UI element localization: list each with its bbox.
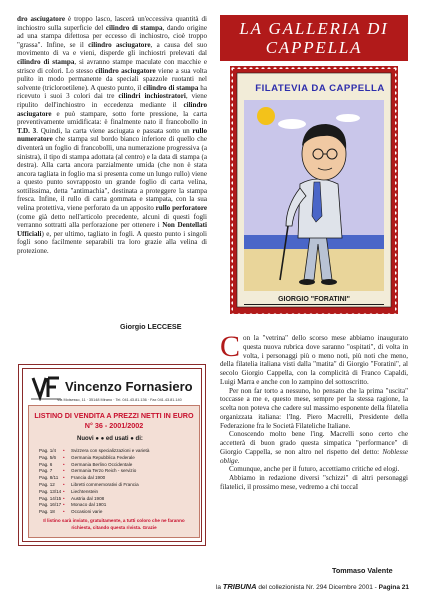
advertisement-frame <box>22 368 202 542</box>
price-list-row-description: Libretti commemorativi di Francia <box>71 481 139 487</box>
bullet-icon: • <box>63 461 65 467</box>
right-article-paragraph-5: Abbiamo in redazione diversi "schizzi" di altri personaggi filatelici, il prossimo mese, vedremo a chi toccaI <box>220 474 408 491</box>
price-list-row-page: Pag. 14/15 <box>39 495 62 501</box>
price-list-row <box>39 509 194 516</box>
price-list-box <box>28 405 200 538</box>
bullet-icon: • <box>63 454 65 460</box>
price-list-row-page: Pag. 1/4 <box>39 448 57 453</box>
price-list-row <box>39 502 194 509</box>
footer-issue: del collezionista Nr. 294 Dicembre 2001 - <box>258 584 377 591</box>
price-list-row-page: Pag. 16/17 <box>39 502 62 508</box>
price-list-row-description: Monaco dal 1901 <box>71 502 107 508</box>
price-list-row <box>39 462 194 469</box>
price-list-row-page: Pag. 5/6 <box>39 454 57 460</box>
stamp-illustration-area <box>220 61 408 316</box>
gallery-title <box>220 19 408 57</box>
price-list-row <box>39 455 194 462</box>
price-list-row-description: Svizzera con specializzazioni e varietà <box>71 448 150 453</box>
right-article-paragraph-1: on la "vetrina" dello scorso mese abbiamo inaugurato questa nuova rubrica dove saranno "ospitati", di volta in volta, i personaggi più o meno noti, più noti che meno, della filatelia italiana visti dalla "matita" di Giorgio "Foratini", al secolo Giorgio Cappella, con la complicità di Franco Capaldi, Luigi Marra e anche con lo zampino del sottoscritto. <box>220 334 408 386</box>
left-article <box>17 15 207 256</box>
paragraph-3-italic: Noblesse oblige. <box>220 447 408 465</box>
price-list-number: N° 36 - 2001/2002 <box>84 421 144 430</box>
bullet-icon: • <box>63 495 65 501</box>
price-list-row-description: Austria dal 1908 <box>71 495 105 501</box>
right-article-signature: Tommaso Valente <box>332 566 393 575</box>
price-list-row-description: Germania Repubblica Federale <box>71 454 135 460</box>
bullet-icon: • <box>63 488 65 494</box>
price-list-title: LISTINO DI VENDITA A PREZZI NETTI IN EURO <box>34 411 194 420</box>
advertiser-name: Vincenzo Fornasiero <box>65 379 193 394</box>
price-list-row-description: Germania Terzo Reich - servizio <box>71 468 137 474</box>
price-list-row <box>39 482 194 489</box>
price-list-row-page: Pag. 13/14 <box>39 488 62 494</box>
caricature-stamp <box>230 66 398 314</box>
page-footer <box>0 582 409 591</box>
bullet-icon: • <box>63 502 65 508</box>
price-list-row-page: Pag. 18 <box>39 509 55 515</box>
footer-page-number: Pagina 21 <box>378 584 409 591</box>
footer-prefix: la <box>215 584 221 591</box>
price-list-row-description: Francia dal 1900 <box>71 475 106 481</box>
price-list-row <box>39 448 194 455</box>
price-list-row <box>39 489 194 496</box>
stamp-top-label: FILATEVIA DA CAPPELLA <box>255 83 385 94</box>
right-article-paragraph-4: Comunque, anche per il futuro, accettiamo critiche ed elogi. <box>229 465 400 474</box>
advertiser-address: Via Moisesso, 11 · 35148 Mirano · Tel. 041.43.81.136 · Fax 041.43.81.140 <box>57 398 182 402</box>
footer-magazine-name: TRIBUNA <box>222 582 257 591</box>
price-list-row-page: Pag. 12 <box>39 481 55 487</box>
price-list-row-page: Pag. 6 <box>39 461 53 467</box>
gallery-title-line2: CAPPELLA <box>265 38 363 57</box>
left-article-signature: Giorgio LECCESE <box>120 322 182 331</box>
price-list-row <box>39 468 194 475</box>
price-list-row <box>39 475 194 482</box>
price-list-row <box>39 496 194 503</box>
paragraph-3-text: Conoscendo molto bene l'ing. Macrelli sono certo che accetterà di buon grado questa simpatica "performance" di Giorgio Cappella, se non altro nel rispetto del detto: <box>220 430 408 456</box>
price-list-used-heading: Nuovi ● ● ed usati ● di: <box>77 436 143 442</box>
right-article <box>220 330 408 492</box>
price-list-free-note: Il listino sarà inviato, gratuitamente, a tutti coloro che ne faranno richiesta, citando questa rivista. Grazie <box>43 518 185 530</box>
price-list-row-description: Occasioni varie <box>71 509 103 515</box>
price-list-row-description: Germania Berlino Occidentale <box>71 461 133 467</box>
gallery-title-line1: LA GALLERIA DI <box>239 19 389 38</box>
left-article-text: dro ascíugatore è troppo lasco, lascerà un'eccessiva quantità di inchiostro sulla superficie del cilindro di stampa, dando origine ad una stampa difettosa per eccesso di inchiostro, cioè troppo "grassa". Infine, se il cilindro asciugatore, a causa del suo movimento di va e vieni, disperde gli inchiostri prelevati dal cilindro di stampa, si avranno stampe maculate con macchie e strisce di colori. Lo stesso cilindro asciugatore viene a sua volta pulito in modo permanente da speciali spazzole ruotanti nel solvente (tricloroetilene). A questo punto, il cilindro di stampa ha ricevuto i suoi 3 colori dai tre cilindri inchiostratori, viene ripulito dell'inchiostro in eccedenza mediante il cilindro asciugatore e può stampare, sotto forte pressione, la carta preventivamente umidificata: è finalmente nato il francobollo in T.D. 3. Quindi, la carta viene asciugata e passata sotto un rullo numeratore che stampa sul bordo bianco inferiore di quello che diventerà un foglio di francobolli, una numerazione progressiva (a sinistra), il tipo di stampa adottata (al centro) e la data di stampa (a destra). Alla carta ancora parzialmente umida (che non è stata ancora tagliata in foglio ma si presenta come un lungo rullo) viene a questo punto sovrapposto un grande foglio di carta velina, sottilissima, detta "antimachia", destinata a proteggere la stampa fresca. Infine, il rullo di carta gommata e stampata, con la sua velina protettiva, viene perforato da un apposito rullo perforatore (come già detto nell'articolo precedente, alcuni di questi fogli verranno sottratti alla perforazione per ottenere i Non Dentellati Ufficiali) e, per ultimo, tagliato in fogli. A questo punto i singoli fogli sono facilmente separabili tra loro grazie alla velina di protezione. <box>17 15 208 256</box>
dropcap-letter: C <box>220 330 241 363</box>
right-article-paragraph-3 <box>220 430 408 465</box>
price-list-items <box>39 448 194 516</box>
price-list-row-description: Liechtenstein <box>71 488 99 494</box>
price-list-row-page: Pag. 8/11 <box>39 475 59 481</box>
price-list-row-page: Pag. 7 <box>39 468 53 474</box>
bullet-icon: • <box>63 448 65 453</box>
sun-icon <box>257 107 275 125</box>
bullet-icon: • <box>63 509 65 515</box>
advertisement <box>18 364 206 546</box>
right-article-paragraph-2: Per non far torto a nessuno, ho pensato che la prima "uscita" toccasse a me e, questo mese, sempre per la stessa ragione, la scelta non poteva che cadere sul massimo esponente della filatelia organizzata italiana: l'Ing. Piero Macrelli, Presidente della Federazione fra le Società Filateliche Italiane. <box>220 386 408 430</box>
gallery-header <box>220 15 408 61</box>
stamp-bottom-label: GIORGIO "FORATINI" <box>278 296 350 303</box>
bullet-icon: • <box>63 481 65 487</box>
bullet-icon: • <box>63 475 65 481</box>
bullet-icon: • <box>63 468 65 474</box>
